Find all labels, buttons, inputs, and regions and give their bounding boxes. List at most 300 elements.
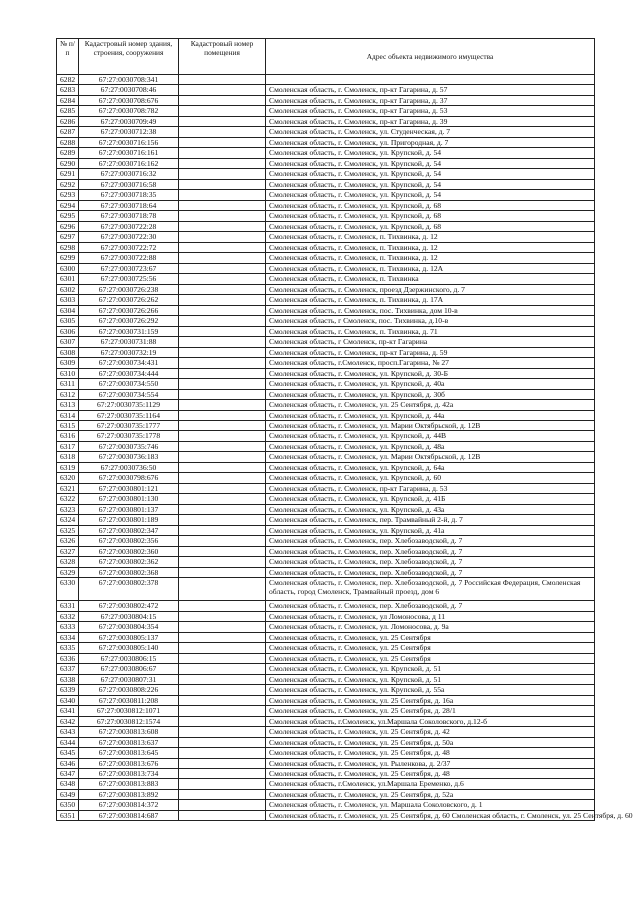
premises-cadastral-number xyxy=(179,316,266,326)
building-cadastral-number: 67:27:0030802:356 xyxy=(79,536,179,546)
building-cadastral-number: 67:27:0030735:1129 xyxy=(79,400,179,410)
table-row xyxy=(57,211,595,221)
building-cadastral-number: 67:27:0030718:35 xyxy=(79,190,179,200)
row-number: 6295 xyxy=(57,211,79,221)
property-table xyxy=(56,38,633,821)
property-address: Смоленская область, г. Смоленск, п. Тихвинка, д. 12 xyxy=(266,232,595,242)
property-address: Смоленская область, г. Смоленск, ул. Крупской, д. 68 xyxy=(266,200,595,210)
property-address: Смоленская область, г. Смоленск, проезд Дзержинского, д. 7 xyxy=(266,284,595,294)
building-cadastral-number: 67:27:0030806:15 xyxy=(79,653,179,663)
building-cadastral-number: 67:27:0030802:368 xyxy=(79,567,179,577)
property-address: Смоленская область, г. Смоленск, ул. Крупской, д. 54 xyxy=(266,179,595,189)
property-address: Смоленская область, г. Смоленск, ул. Крупской, д. 41а xyxy=(266,525,595,535)
row-number: 6347 xyxy=(57,769,79,779)
premises-cadastral-number xyxy=(179,127,266,137)
premises-cadastral-number xyxy=(179,611,266,621)
premises-cadastral-number xyxy=(179,748,266,758)
premises-cadastral-number xyxy=(179,358,266,368)
row-number: 6319 xyxy=(57,462,79,472)
building-cadastral-number: 67:27:0030813:892 xyxy=(79,789,179,799)
table-row xyxy=(57,800,595,810)
row-number: 6285 xyxy=(57,106,79,116)
row-number: 6343 xyxy=(57,727,79,737)
property-address: Смоленская область, г. Смоленск, ул. Крупской, д. 41Б xyxy=(266,494,595,504)
premises-cadastral-number xyxy=(179,295,266,305)
table-row xyxy=(57,75,595,85)
premises-cadastral-number xyxy=(179,664,266,674)
premises-cadastral-number xyxy=(179,400,266,410)
table-row xyxy=(57,116,595,126)
premises-cadastral-number xyxy=(179,326,266,336)
row-number: 6283 xyxy=(57,85,79,95)
building-cadastral-number: 67:27:0030708:676 xyxy=(79,95,179,105)
property-address: Смоленская область, г. Смоленск, пер. Хлебозаводской, д. 7 xyxy=(266,536,595,546)
col-header-address: Адрес объекта недвижимого имущества xyxy=(266,39,595,75)
building-cadastral-number: 67:27:0030807:31 xyxy=(79,674,179,684)
building-cadastral-number: 67:27:0030801:137 xyxy=(79,504,179,514)
building-cadastral-number: 67:27:0030813:883 xyxy=(79,779,179,789)
property-address: Смоленская область, г. Смоленск, ул. Студенческая, д. 7 xyxy=(266,127,595,137)
building-cadastral-number: 67:27:0030805:137 xyxy=(79,632,179,642)
row-number: 6317 xyxy=(57,441,79,451)
row-number: 6329 xyxy=(57,567,79,577)
row-number: 6288 xyxy=(57,137,79,147)
table-row xyxy=(57,706,595,716)
property-address: Смоленская область, г. Смоленск, пр-кт Гагарина, д. 53 xyxy=(266,483,595,493)
building-cadastral-number: 67:27:0030814:372 xyxy=(79,800,179,810)
row-number: 6342 xyxy=(57,716,79,726)
row-number: 6326 xyxy=(57,536,79,546)
row-number: 6339 xyxy=(57,685,79,695)
property-address: Смоленская область, г. Смоленск, ул. Пригородная, д. 7 xyxy=(266,137,595,147)
table-row xyxy=(57,221,595,231)
property-address: Смоленская область, г. Смоленск, ул. Ломоносова, д. 9а xyxy=(266,622,595,632)
col-header-building-cadastral: Кадастровый номер здания, строения, сооружения xyxy=(79,39,179,75)
building-cadastral-number: 67:27:0030806:67 xyxy=(79,664,179,674)
premises-cadastral-number xyxy=(179,253,266,263)
row-number: 6337 xyxy=(57,664,79,674)
row-number: 6290 xyxy=(57,158,79,168)
building-cadastral-number: 67:27:0030712:38 xyxy=(79,127,179,137)
building-cadastral-number: 67:27:0030722:28 xyxy=(79,221,179,231)
row-number: 6282 xyxy=(57,75,79,85)
row-number: 6304 xyxy=(57,305,79,315)
premises-cadastral-number xyxy=(179,284,266,294)
premises-cadastral-number xyxy=(179,158,266,168)
row-number: 6322 xyxy=(57,494,79,504)
row-number: 6316 xyxy=(57,431,79,441)
table-row xyxy=(57,727,595,737)
property-address: Смоленская область, г. Смоленск, ул. Крупской, д. 51 xyxy=(266,664,595,674)
building-cadastral-number: 67:27:0030708:341 xyxy=(79,75,179,85)
premises-cadastral-number xyxy=(179,420,266,430)
premises-cadastral-number xyxy=(179,148,266,158)
row-number: 6302 xyxy=(57,284,79,294)
premises-cadastral-number xyxy=(179,727,266,737)
property-address: Смоленская область, г. Смоленск, пер. Хлебозаводской, д. 7 xyxy=(266,557,595,567)
building-cadastral-number: 67:27:0030802:362 xyxy=(79,557,179,567)
premises-cadastral-number xyxy=(179,116,266,126)
building-cadastral-number: 67:27:0030814:687 xyxy=(79,810,179,820)
row-number: 6286 xyxy=(57,116,79,126)
property-address: Смоленская область, г. Смоленск, ул. Крупской, д. 43а xyxy=(266,504,595,514)
table-row xyxy=(57,232,595,242)
property-address: Смоленская область, г. Смоленск, ул. 25 Сентября, д. 48 xyxy=(266,748,595,758)
table-row xyxy=(57,253,595,263)
row-number: 6334 xyxy=(57,632,79,642)
row-number: 6315 xyxy=(57,420,79,430)
row-number: 6291 xyxy=(57,169,79,179)
row-number: 6345 xyxy=(57,748,79,758)
property-address: Смоленская область, г. Смоленск, пер. Хлебозаводской, д. 7 Российская Федерация, Смоленская область, город Смоленск, Трамвайный проезд, дом 6 xyxy=(266,578,595,601)
property-address: Смоленская область, г. Смоленск, пр-кт Гагарина, д. 57 xyxy=(266,85,595,95)
property-address: Смоленская область, г. Смоленск, пр-кт Гагарина, д. 53 xyxy=(266,106,595,116)
property-address: Смоленская область, г. Смоленск, пер. Хлебозаводской, д. 7 xyxy=(266,567,595,577)
table-row xyxy=(57,810,595,820)
property-address: Смоленская область, г. Смоленск, ул. Крупской, д. 51 xyxy=(266,674,595,684)
property-address: Смоленская область, г. Смоленск, ул. Крупской, д. 54 xyxy=(266,148,595,158)
table-row xyxy=(57,326,595,336)
building-cadastral-number: 67:27:0030726:262 xyxy=(79,295,179,305)
table-row xyxy=(57,695,595,705)
row-number: 6296 xyxy=(57,221,79,231)
table-row xyxy=(57,190,595,200)
premises-cadastral-number xyxy=(179,190,266,200)
property-address: Смоленская область, г. Смоленск, ул. 25 Сентября, д. 28/1 xyxy=(266,706,595,716)
property-address: Смоленская область, г. Смоленск, ул. Крупской, д. 30-Б xyxy=(266,368,595,378)
table-row xyxy=(57,274,595,284)
property-address: Смоленская область, г. Смоленск, ул. 25 Сентября, д. 52а xyxy=(266,789,595,799)
table-row xyxy=(57,337,595,347)
table-row xyxy=(57,578,595,601)
property-address: Смоленская область, г. Смоленск, пер. Хлебозаводской, д. 7 xyxy=(266,601,595,611)
premises-cadastral-number xyxy=(179,305,266,315)
property-address: Смоленская область, г. Смоленск, ул. 25 Сентября, д. 48 xyxy=(266,769,595,779)
row-number: 6301 xyxy=(57,274,79,284)
table-row xyxy=(57,483,595,493)
row-number: 6305 xyxy=(57,316,79,326)
building-cadastral-number: 67:27:0030735:1777 xyxy=(79,420,179,430)
row-number: 6330 xyxy=(57,578,79,601)
table-row xyxy=(57,632,595,642)
premises-cadastral-number xyxy=(179,389,266,399)
row-number: 6331 xyxy=(57,601,79,611)
property-address: Смоленская область, г Смоленск, пр-кт Гагарина xyxy=(266,337,595,347)
property-address: Смоленская область, г. Смоленск, ул. Крупской, д. 44а xyxy=(266,410,595,420)
table-row xyxy=(57,769,595,779)
property-address: Смоленская область, г. Смоленск, ул. Марии Октябрьской, д. 12В xyxy=(266,452,595,462)
building-cadastral-number: 67:27:0030801:130 xyxy=(79,494,179,504)
premises-cadastral-number xyxy=(179,536,266,546)
table-row xyxy=(57,95,595,105)
row-number: 6333 xyxy=(57,622,79,632)
premises-cadastral-number xyxy=(179,452,266,462)
row-number: 6335 xyxy=(57,643,79,653)
row-number: 6309 xyxy=(57,358,79,368)
premises-cadastral-number xyxy=(179,75,266,85)
premises-cadastral-number xyxy=(179,232,266,242)
property-address: Смоленская область, г. Смоленск, п. Тихвинка, д. 17А xyxy=(266,295,595,305)
table-row xyxy=(57,685,595,695)
row-number: 6284 xyxy=(57,95,79,105)
table-row xyxy=(57,452,595,462)
building-cadastral-number: 67:27:0030734:444 xyxy=(79,368,179,378)
row-number: 6346 xyxy=(57,758,79,768)
premises-cadastral-number xyxy=(179,567,266,577)
row-number: 6344 xyxy=(57,737,79,747)
row-number: 6341 xyxy=(57,706,79,716)
table-row xyxy=(57,789,595,799)
building-cadastral-number: 67:27:0030718:64 xyxy=(79,200,179,210)
building-cadastral-number: 67:27:0030802:378 xyxy=(79,578,179,601)
table-row xyxy=(57,379,595,389)
table-body xyxy=(57,75,633,821)
property-address xyxy=(266,75,595,85)
table-row xyxy=(57,179,595,189)
property-register-sheet xyxy=(56,38,633,821)
property-address: Смоленская область, г. Смоленск, п. Тихвинка, д. 12 xyxy=(266,253,595,263)
building-cadastral-number: 67:27:0030735:1778 xyxy=(79,431,179,441)
property-address: Смоленская область, г. Смоленск, ул. 25 Сентября, д. 42 xyxy=(266,727,595,737)
table-row xyxy=(57,400,595,410)
premises-cadastral-number xyxy=(179,674,266,684)
building-cadastral-number: 67:27:0030813:645 xyxy=(79,748,179,758)
building-cadastral-number: 67:27:0030722:30 xyxy=(79,232,179,242)
premises-cadastral-number xyxy=(179,483,266,493)
premises-cadastral-number xyxy=(179,779,266,789)
row-number: 6313 xyxy=(57,400,79,410)
table-row xyxy=(57,748,595,758)
table-row xyxy=(57,546,595,556)
property-address: Смоленская область, г. Смоленск, ул. Крупской, д. 64а xyxy=(266,462,595,472)
premises-cadastral-number xyxy=(179,758,266,768)
premises-cadastral-number xyxy=(179,441,266,451)
building-cadastral-number: 67:27:0030716:156 xyxy=(79,137,179,147)
building-cadastral-number: 67:27:0030804:354 xyxy=(79,622,179,632)
table-row xyxy=(57,242,595,252)
building-cadastral-number: 67:27:0030813:637 xyxy=(79,737,179,747)
building-cadastral-number: 67:27:0030811:208 xyxy=(79,695,179,705)
premises-cadastral-number xyxy=(179,347,266,357)
table-row xyxy=(57,263,595,273)
building-cadastral-number: 67:27:0030716:162 xyxy=(79,158,179,168)
property-address: Смоленская область, г. Смоленск, ул. Крупской, д. 54 xyxy=(266,158,595,168)
property-address: Смоленская область, г.Смоленск, ул.Маршала Соколовского, д.12-б xyxy=(266,716,595,726)
premises-cadastral-number xyxy=(179,653,266,663)
premises-cadastral-number xyxy=(179,643,266,653)
row-number: 6318 xyxy=(57,452,79,462)
table-row xyxy=(57,368,595,378)
row-number: 6310 xyxy=(57,368,79,378)
premises-cadastral-number xyxy=(179,242,266,252)
premises-cadastral-number xyxy=(179,410,266,420)
table-row xyxy=(57,494,595,504)
premises-cadastral-number xyxy=(179,200,266,210)
building-cadastral-number: 67:27:0030716:161 xyxy=(79,148,179,158)
building-cadastral-number: 67:27:0030734:550 xyxy=(79,379,179,389)
building-cadastral-number: 67:27:0030813:734 xyxy=(79,769,179,779)
building-cadastral-number: 67:27:0030735:1164 xyxy=(79,410,179,420)
building-cadastral-number: 67:27:0030718:78 xyxy=(79,211,179,221)
building-cadastral-number: 67:27:0030726:292 xyxy=(79,316,179,326)
col-header-number: № п/п xyxy=(57,39,79,75)
premises-cadastral-number xyxy=(179,789,266,799)
building-cadastral-number: 67:27:0030734:431 xyxy=(79,358,179,368)
table-row xyxy=(57,536,595,546)
row-number: 6348 xyxy=(57,779,79,789)
building-cadastral-number: 67:27:0030708:782 xyxy=(79,106,179,116)
building-cadastral-number: 67:27:0030731:159 xyxy=(79,326,179,336)
row-number: 6287 xyxy=(57,127,79,137)
table-row xyxy=(57,127,595,137)
row-number: 6321 xyxy=(57,483,79,493)
property-address: Смоленская область, г. Смоленск, пр-кт Гагарина, д. 37 xyxy=(266,95,595,105)
premises-cadastral-number xyxy=(179,716,266,726)
property-address: Смоленская область, г. Смоленск, ул. 25 Сентября xyxy=(266,653,595,663)
property-address: Смоленская область, г. Смоленск, ул. Крупской, д. 68 xyxy=(266,211,595,221)
row-number: 6349 xyxy=(57,789,79,799)
building-cadastral-number: 67:27:0030725:56 xyxy=(79,274,179,284)
premises-cadastral-number xyxy=(179,515,266,525)
property-address: Смоленская область, г. Смоленск, п. Тихвинка xyxy=(266,274,595,284)
property-address: Смоленская область, г. Смоленск, п. Тихвинка, д. 71 xyxy=(266,326,595,336)
table-row xyxy=(57,106,595,116)
row-number: 6292 xyxy=(57,179,79,189)
table-row xyxy=(57,674,595,684)
building-cadastral-number: 67:27:0030734:554 xyxy=(79,389,179,399)
table-row xyxy=(57,737,595,747)
property-address: Смоленская область, г. Смоленск, пос. Тихвинка, дом 10-в xyxy=(266,305,595,315)
premises-cadastral-number xyxy=(179,737,266,747)
property-address: Смоленская область, г. Смоленск, пр-кт Гагарина, д. 39 xyxy=(266,116,595,126)
table-row xyxy=(57,295,595,305)
property-address: Смоленская область, г. Смоленск, ул. 25 Сентября, д. 60 Смоленская область, г. Смоленск, ул. 25 Сентября, д. 60 xyxy=(266,810,595,820)
building-cadastral-number: 67:27:0030805:140 xyxy=(79,643,179,653)
row-number: 6351 xyxy=(57,810,79,820)
premises-cadastral-number xyxy=(179,169,266,179)
premises-cadastral-number xyxy=(179,504,266,514)
table-row xyxy=(57,347,595,357)
property-address: Смоленская область, г. Смоленск, ул. Маршала Соколовского, д. 1 xyxy=(266,800,595,810)
premises-cadastral-number xyxy=(179,431,266,441)
premises-cadastral-number xyxy=(179,137,266,147)
property-address: Смоленская область, г. Смоленск, п. Тихвинка, д. 12 xyxy=(266,242,595,252)
premises-cadastral-number xyxy=(179,494,266,504)
premises-cadastral-number xyxy=(179,85,266,95)
building-cadastral-number: 67:27:0030736:50 xyxy=(79,462,179,472)
table-row xyxy=(57,515,595,525)
table-header xyxy=(57,39,595,75)
property-address: Смоленская область, г. Смоленск, ул. Крупской, д. 48а xyxy=(266,441,595,451)
building-cadastral-number: 67:27:0030802:472 xyxy=(79,601,179,611)
row-number: 6332 xyxy=(57,611,79,621)
premises-cadastral-number xyxy=(179,810,266,820)
building-cadastral-number: 67:27:0030716:32 xyxy=(79,169,179,179)
premises-cadastral-number xyxy=(179,546,266,556)
property-address: Смоленская область, г. Смоленск, ул. Крупской, д. 54 xyxy=(266,190,595,200)
row-number: 6320 xyxy=(57,473,79,483)
property-address: Смоленская область, г. Смоленск, ул. Крупской, д. 55а xyxy=(266,685,595,695)
row-number: 6293 xyxy=(57,190,79,200)
premises-cadastral-number xyxy=(179,695,266,705)
building-cadastral-number: 67:27:0030731:88 xyxy=(79,337,179,347)
building-cadastral-number: 67:27:0030708:46 xyxy=(79,85,179,95)
table-row xyxy=(57,601,595,611)
building-cadastral-number: 67:27:0030801:121 xyxy=(79,483,179,493)
table-row xyxy=(57,200,595,210)
row-number: 6328 xyxy=(57,557,79,567)
building-cadastral-number: 67:27:0030726:238 xyxy=(79,284,179,294)
property-address: Смоленская область, г. Смоленск, ул Ломоносова, д 11 xyxy=(266,611,595,621)
row-number: 6336 xyxy=(57,653,79,663)
table-row xyxy=(57,169,595,179)
building-cadastral-number: 67:27:0030813:608 xyxy=(79,727,179,737)
row-number: 6308 xyxy=(57,347,79,357)
table-row xyxy=(57,622,595,632)
row-number: 6350 xyxy=(57,800,79,810)
row-number: 6325 xyxy=(57,525,79,535)
row-number: 6303 xyxy=(57,295,79,305)
table-row xyxy=(57,148,595,158)
table-row xyxy=(57,473,595,483)
property-address: Смоленская область, г. Смоленск, пер. Трамвайный 2-й, д. 7 xyxy=(266,515,595,525)
building-cadastral-number: 67:27:0030716:58 xyxy=(79,179,179,189)
premises-cadastral-number xyxy=(179,601,266,611)
premises-cadastral-number xyxy=(179,274,266,284)
row-number: 6323 xyxy=(57,504,79,514)
property-address: Смоленская область, г. Смоленск, ул. Рыленкова, д. 2/37 xyxy=(266,758,595,768)
table-row xyxy=(57,441,595,451)
building-cadastral-number: 67:27:0030735:746 xyxy=(79,441,179,451)
premises-cadastral-number xyxy=(179,685,266,695)
premises-cadastral-number xyxy=(179,578,266,601)
row-number: 6299 xyxy=(57,253,79,263)
premises-cadastral-number xyxy=(179,473,266,483)
table-row xyxy=(57,462,595,472)
building-cadastral-number: 67:27:0030722:88 xyxy=(79,253,179,263)
premises-cadastral-number xyxy=(179,379,266,389)
premises-cadastral-number xyxy=(179,622,266,632)
row-number: 6306 xyxy=(57,326,79,336)
property-address: Смоленская область, г. Смоленск, ул. 25 Сентября xyxy=(266,643,595,653)
building-cadastral-number: 67:27:0030812:1071 xyxy=(79,706,179,716)
premises-cadastral-number xyxy=(179,368,266,378)
building-cadastral-number: 67:27:0030722:72 xyxy=(79,242,179,252)
building-cadastral-number: 67:27:0030732:19 xyxy=(79,347,179,357)
building-cadastral-number: 67:27:0030802:347 xyxy=(79,525,179,535)
building-cadastral-number: 67:27:0030798:676 xyxy=(79,473,179,483)
premises-cadastral-number xyxy=(179,263,266,273)
table-row xyxy=(57,420,595,430)
premises-cadastral-number xyxy=(179,337,266,347)
property-address: Смоленская область, г. Смоленск, ул. 25 Сентября, д. 50а xyxy=(266,737,595,747)
row-number: 6294 xyxy=(57,200,79,210)
table-row xyxy=(57,567,595,577)
property-address: Смоленская область, г. Смоленск, ул. Крупской, д. 30б xyxy=(266,389,595,399)
building-cadastral-number: 67:27:0030726:266 xyxy=(79,305,179,315)
building-cadastral-number: 67:27:0030801:189 xyxy=(79,515,179,525)
table-row xyxy=(57,779,595,789)
row-number: 6298 xyxy=(57,242,79,252)
row-number: 6289 xyxy=(57,148,79,158)
building-cadastral-number: 67:27:0030802:360 xyxy=(79,546,179,556)
property-address: Смоленская область, г. Смоленск, пер. Хлебозаводской, д. 7 xyxy=(266,546,595,556)
table-row xyxy=(57,504,595,514)
premises-cadastral-number xyxy=(179,462,266,472)
building-cadastral-number: 67:27:0030804:15 xyxy=(79,611,179,621)
premises-cadastral-number xyxy=(179,95,266,105)
property-address: Смоленская область, г.Смоленск, просп.Гагарина, № 27 xyxy=(266,358,595,368)
